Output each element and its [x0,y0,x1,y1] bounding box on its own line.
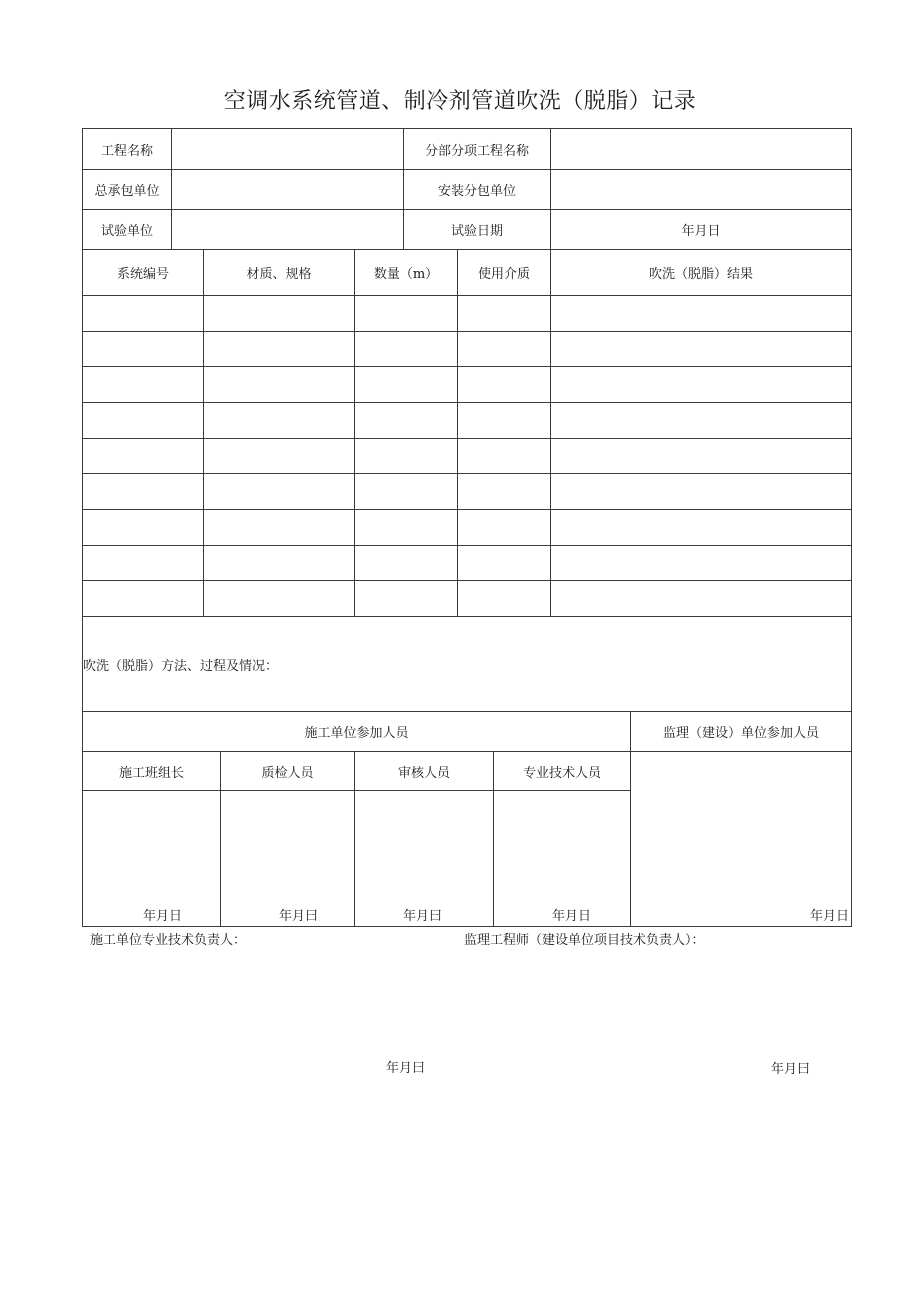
table-cell[interactable] [204,367,355,403]
table-cell[interactable] [551,474,852,510]
table-cell[interactable] [83,367,204,403]
project-name-field[interactable] [172,129,404,170]
table-cell[interactable] [551,438,852,474]
role-technical-staff: 专业技术人员 [494,752,631,791]
table-row [83,296,852,332]
pipe-data-table [82,249,852,617]
table-row [83,581,852,617]
general-contractor-label: 总承包单位 [83,170,172,210]
table-row [83,402,852,438]
table-cell[interactable] [551,367,852,403]
construction-staff-label: 施工单位参加人员 [83,712,631,752]
table-cell[interactable] [204,331,355,367]
test-date-value[interactable]: 年月日 [551,210,852,250]
table-cell[interactable] [204,296,355,332]
table-cell[interactable] [458,402,551,438]
table-header-row [83,250,852,296]
table-cell[interactable] [458,509,551,545]
table-cell[interactable] [204,581,355,617]
sub-project-field[interactable] [551,129,852,170]
table-cell[interactable] [355,367,458,403]
info-table [82,128,852,250]
quality-inspector-signature-cell[interactable] [221,791,355,927]
role-reviewer: 审核人员 [355,752,494,791]
table-cell[interactable] [83,509,204,545]
test-unit-label: 试验单位 [83,210,172,250]
signature-table [82,616,852,927]
reviewer-signature-cell[interactable] [355,791,494,927]
table-cell[interactable] [458,438,551,474]
sub-project-label: 分部分项工程名称 [404,129,551,170]
table-cell[interactable] [458,581,551,617]
col-quantity: 数量（m） [355,250,458,296]
table-cell[interactable] [551,545,852,581]
table-cell[interactable] [355,331,458,367]
table-cell[interactable] [355,581,458,617]
role-quality-inspector: 质检人员 [221,752,355,791]
table-cell[interactable] [355,474,458,510]
table-row [83,509,852,545]
table-row [83,545,852,581]
table-cell[interactable] [551,509,852,545]
table-cell[interactable] [355,402,458,438]
quality-inspector-date: 年月曰 [279,909,319,924]
supervision-signature-cell[interactable] [631,752,852,927]
table-cell[interactable] [551,296,852,332]
col-system-number: 系统编号 [83,250,204,296]
table-row [83,367,852,403]
table-cell[interactable] [458,474,551,510]
reviewer-date: 年月曰 [403,909,443,924]
table-cell[interactable] [458,545,551,581]
supervisor-date-footer: 年月曰 [771,1062,811,1077]
supervision-date: 年月日 [809,909,849,924]
table-cell[interactable] [83,402,204,438]
install-subcontractor-field[interactable] [551,170,852,210]
project-name-label: 工程名称 [83,129,172,170]
team-leader-signature-cell[interactable] [83,791,221,927]
supervisor-label: 监理工程师（建设单位项目技术负责人）： [464,933,705,948]
table-cell[interactable] [355,545,458,581]
team-leader-date: 年月日 [143,909,183,924]
document-title: 空调水系统管道、制冷剂管道吹洗（脱脂）记录 [223,89,697,114]
table-row [83,438,852,474]
col-material-spec: 材质、规格 [204,250,355,296]
table-cell[interactable] [204,438,355,474]
table-cell[interactable] [204,402,355,438]
table-cell[interactable] [355,509,458,545]
table-cell[interactable] [551,581,852,617]
technical-staff-signature-cell[interactable] [494,791,631,927]
technical-staff-date: 年月日 [552,909,592,924]
table-cell[interactable] [83,438,204,474]
table-cell[interactable] [458,296,551,332]
test-unit-field[interactable] [172,210,404,250]
table-cell[interactable] [204,474,355,510]
table-cell[interactable] [204,509,355,545]
table-cell[interactable] [83,474,204,510]
col-result: 吹洗（脱脂）结果 [551,250,852,296]
table-cell[interactable] [83,581,204,617]
method-description-field[interactable] [83,617,852,712]
table-cell[interactable] [204,545,355,581]
table-cell[interactable] [83,545,204,581]
table-cell[interactable] [355,296,458,332]
table-row [83,474,852,510]
tech-lead-date: 年月曰 [386,1061,426,1076]
table-cell[interactable] [83,296,204,332]
table-cell[interactable] [83,331,204,367]
table-cell[interactable] [458,367,551,403]
col-medium: 使用介质 [458,250,551,296]
role-team-leader: 施工班组长 [83,752,221,791]
tech-lead-label: 施工单位专业技术负责人： [90,933,247,948]
install-subcontractor-label: 安装分包单位 [404,170,551,210]
table-row [83,331,852,367]
supervision-staff-label: 监理（建设）单位参加人员 [631,712,852,752]
table-cell[interactable] [355,438,458,474]
method-label: 吹洗（脱脂）方法、过程及情况： [83,658,279,674]
table-cell[interactable] [551,402,852,438]
table-cell[interactable] [551,331,852,367]
test-date-label: 试验日期 [404,210,551,250]
general-contractor-field[interactable] [172,170,404,210]
table-cell[interactable] [458,331,551,367]
